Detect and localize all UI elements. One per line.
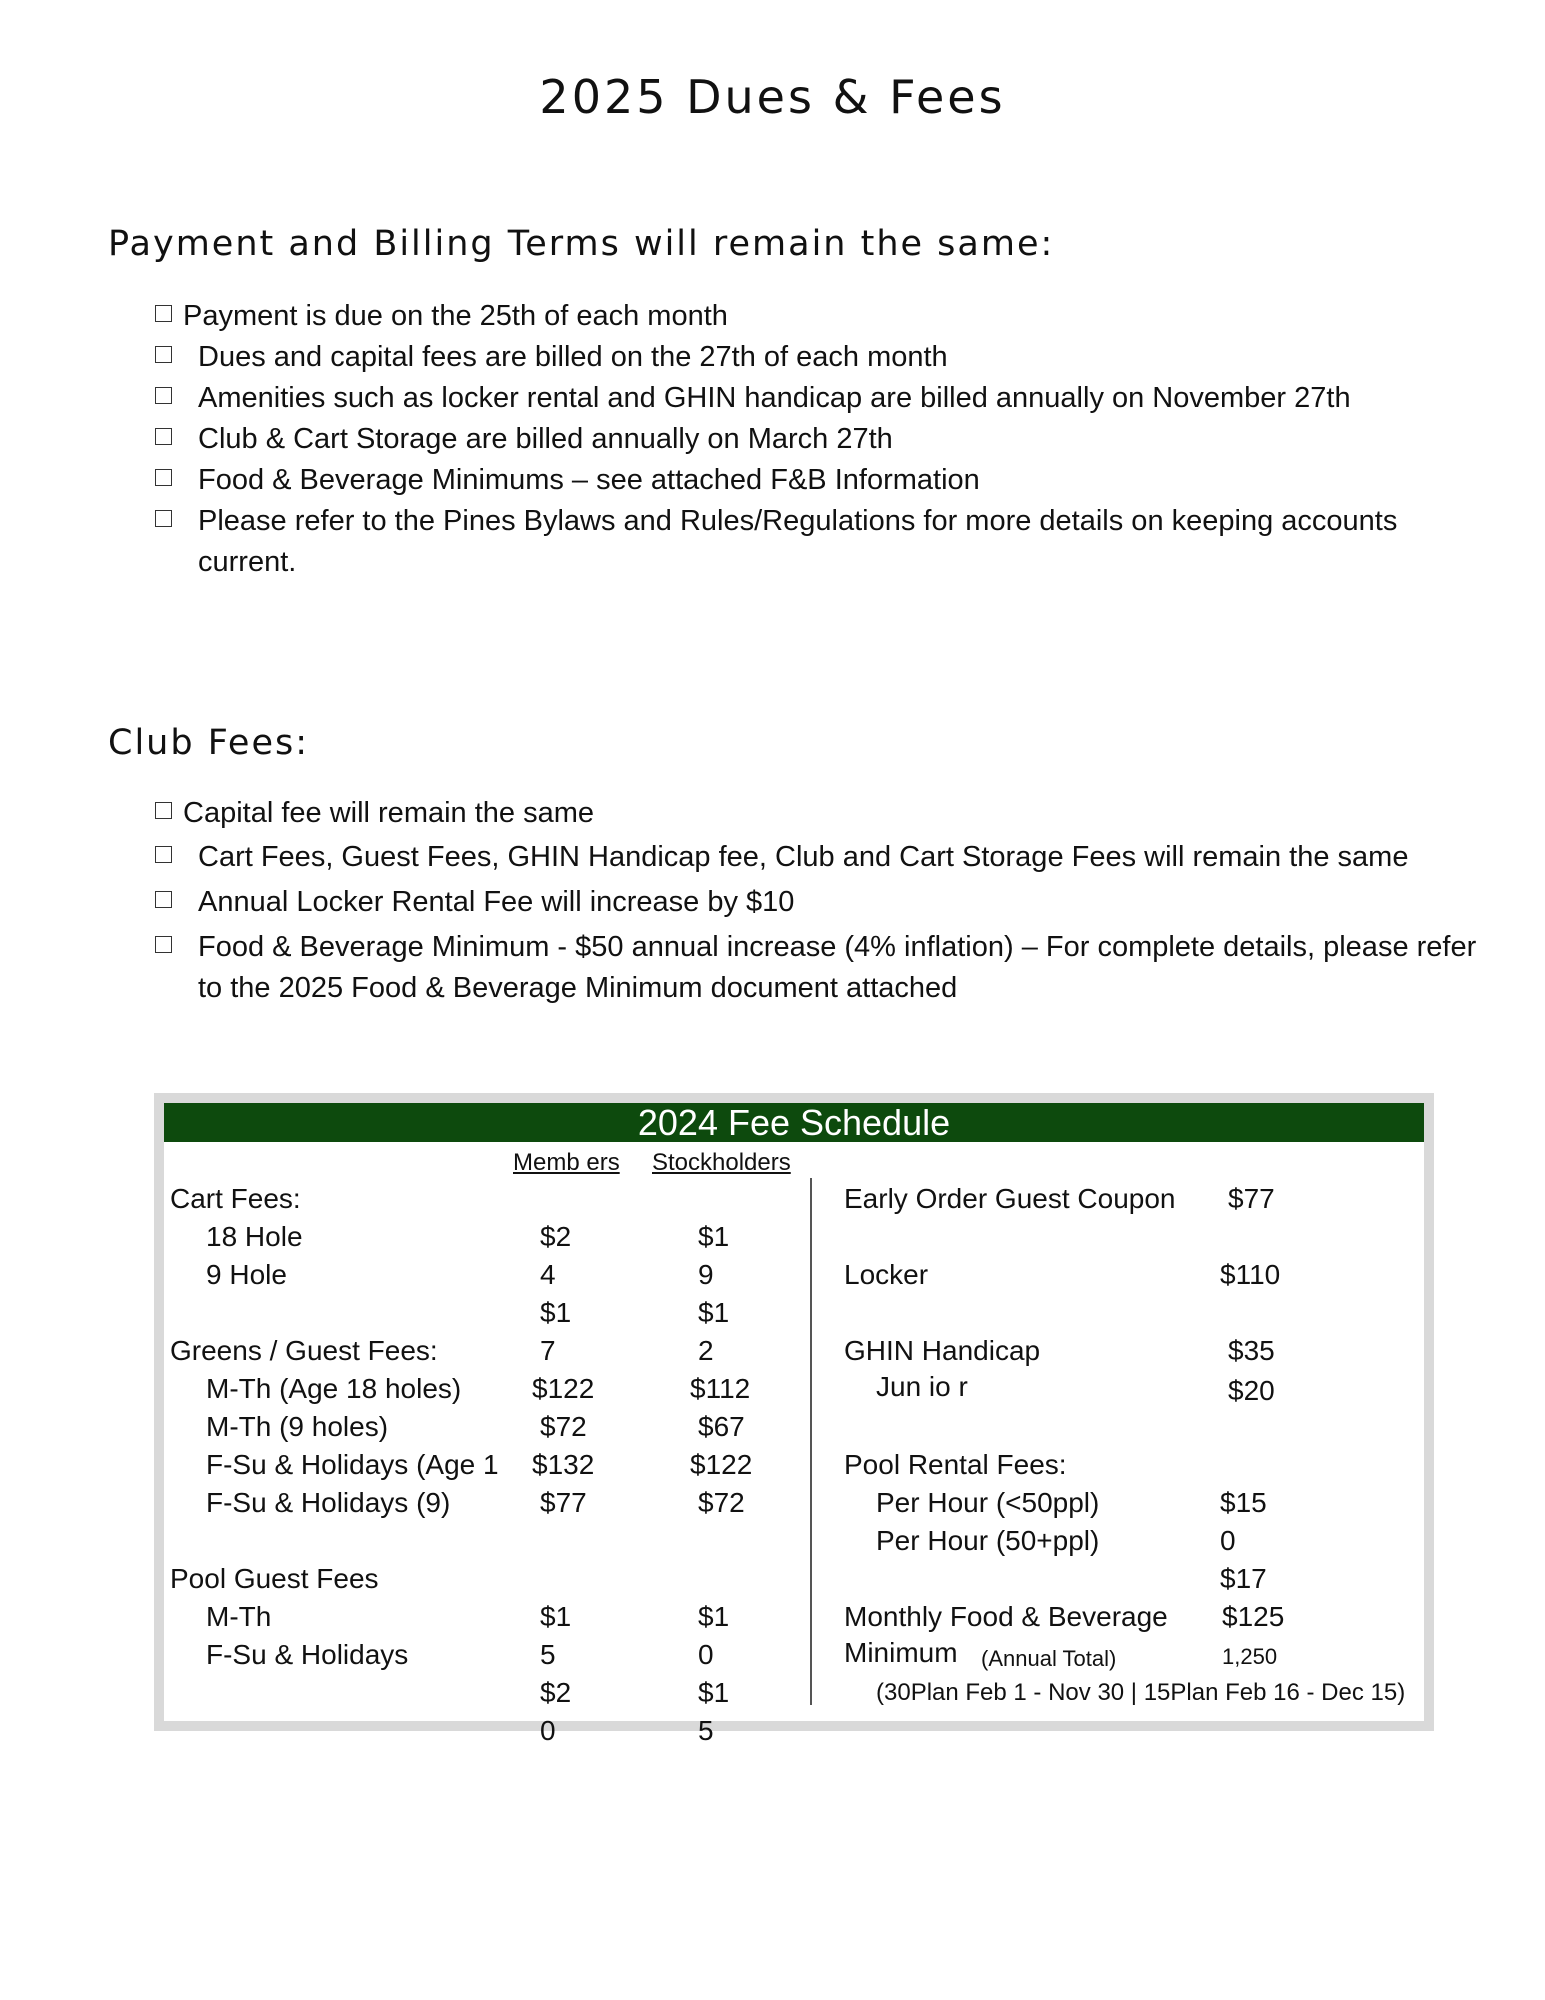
per-hour-small-value: $15 (1220, 1487, 1267, 1518)
payment-item: Food & Beverage Minimums – see attached F&B Information (155, 460, 1458, 501)
payment-heading: Payment and Billing Terms will remain the same: (108, 224, 1055, 264)
members-value: 5 (540, 1639, 556, 1670)
members-value: $122 (532, 1373, 595, 1404)
members-value: $77 (540, 1487, 587, 1518)
stockholders-value: $72 (698, 1487, 745, 1518)
payment-item: Club & Cart Storage are billed annually on March 27th (155, 419, 1458, 460)
payment-item: Dues and capital fees are billed on the 27th of each month (155, 337, 1458, 378)
payment-item: Payment is due on the 25th of each month (155, 296, 1458, 337)
members-value: 4 (540, 1259, 556, 1290)
mth18-label: M-Th (Age 18 holes) (206, 1373, 462, 1404)
junior-label: Jun io r (876, 1371, 968, 1402)
monthly-fb-label: Monthly Food & Beverage (844, 1601, 1168, 1632)
pool-guest-label: Pool Guest Fees (170, 1563, 379, 1594)
stockholders-value: $112 (690, 1373, 751, 1404)
mth9-label: M-Th (9 holes) (206, 1411, 389, 1442)
stockholders-value: $1 (698, 1601, 730, 1632)
col-members-header: Memb ers (513, 1149, 620, 1176)
locker-value: $110 (1220, 1259, 1281, 1290)
pool-rental-label: Pool Rental Fees: (844, 1449, 1067, 1480)
greens-label: Greens / Guest Fees: (170, 1335, 438, 1366)
checkbox-icon (155, 846, 172, 863)
per-hour-extra-value: $17 (1220, 1563, 1267, 1594)
members-value: $1 (540, 1297, 572, 1328)
fee-schedule-box (154, 1093, 1434, 1746)
early-order-label: Early Order Guest Coupon (844, 1183, 1176, 1214)
fsu-age-label: F-Su & Holidays (Age 1 (206, 1449, 499, 1480)
club-fees-item: Cart Fees, Guest Fees, GHIN Handicap fee, Club and Cart Storage Fees will remain the same (155, 837, 1478, 878)
cart-fees-label: Cart Fees: (170, 1183, 301, 1214)
ghin-value: $35 (1228, 1335, 1275, 1366)
page-title: 2025 Dues & Fees (539, 70, 1006, 124)
stockholders-value: $67 (698, 1411, 745, 1442)
monthly-fb-value: $125 (1222, 1601, 1285, 1632)
payment-item: Amenities such as locker rental and GHIN handicap are billed annually on November 27th (155, 378, 1458, 419)
payment-list (155, 296, 1458, 583)
members-value: $1 (540, 1601, 572, 1632)
payment-item: Please refer to the Pines Bylaws and Rules/Regulations for more details on keeping accounts current. (155, 501, 1458, 583)
per-hour-large-label: Per Hour (50+ppl) (876, 1525, 1100, 1556)
club-fees-item: Capital fee will remain the same (155, 793, 1478, 834)
stockholders-value: $1 (698, 1297, 730, 1328)
checkbox-icon (155, 802, 172, 819)
club-fees-list (155, 793, 1478, 1009)
members-value: 0 (540, 1715, 556, 1746)
club-fees-item: Annual Locker Rental Fee will increase by $10 (155, 882, 1478, 923)
annual-total-label: (Annual Total) (981, 1646, 1117, 1671)
fee-schedule-title: 2024 Fee Schedule (164, 1103, 1424, 1142)
pool-mth-label: M-Th (206, 1601, 272, 1632)
hole9-label: 9 Hole (206, 1259, 287, 1290)
ghin-label: GHIN Handicap (844, 1335, 1041, 1366)
stockholders-value: 0 (698, 1639, 714, 1670)
checkbox-icon (155, 891, 172, 908)
members-value: $2 (540, 1677, 572, 1708)
pool-fsu-label: F-Su & Holidays (206, 1639, 409, 1670)
stockholders-value: 9 (698, 1259, 714, 1290)
per-hour-small-label: Per Hour (<50ppl) (876, 1487, 1100, 1518)
members-value: $2 (540, 1221, 572, 1252)
checkbox-icon (155, 346, 172, 363)
annual-total-value: 1,250 (1222, 1644, 1278, 1669)
per-hour-large-value: 0 (1220, 1525, 1236, 1556)
checkbox-icon (155, 428, 172, 445)
col-stockholders-header: Stockholders (652, 1149, 791, 1176)
hole18-label: 18 Hole (206, 1221, 303, 1252)
members-value: $72 (540, 1411, 587, 1442)
junior-value: $20 (1228, 1375, 1275, 1406)
plan-note: (30Plan Feb 1 - Nov 30 | 15Plan Feb 16 - Dec 15) (876, 1679, 1406, 1706)
club-fees-heading: Club Fees: (108, 723, 309, 763)
locker-label: Locker (844, 1259, 929, 1290)
fsu9-label: F-Su & Holidays (9) (206, 1487, 451, 1518)
checkbox-icon (155, 469, 172, 486)
column-divider (810, 1178, 812, 1705)
fee-schedule-inner (164, 1102, 1424, 1746)
minimum-label: Minimum (844, 1637, 958, 1668)
stockholders-value: $122 (690, 1449, 753, 1480)
members-value: 7 (540, 1335, 556, 1366)
members-value: $132 (532, 1449, 595, 1480)
stockholders-value: 2 (698, 1335, 714, 1366)
checkbox-icon (155, 387, 172, 404)
checkbox-icon (155, 510, 172, 527)
club-fees-item: Food & Beverage Minimum - $50 annual increase (4% inflation) – For complete details, please refer to the 2025 Food & Beverage Minimum document attached (155, 927, 1478, 1009)
early-order-value: $77 (1228, 1183, 1275, 1214)
stockholders-value: $1 (698, 1677, 730, 1708)
checkbox-icon (155, 305, 172, 322)
checkbox-icon (155, 936, 172, 953)
stockholders-value: 5 (698, 1715, 714, 1746)
stockholders-value: $1 (698, 1221, 730, 1252)
